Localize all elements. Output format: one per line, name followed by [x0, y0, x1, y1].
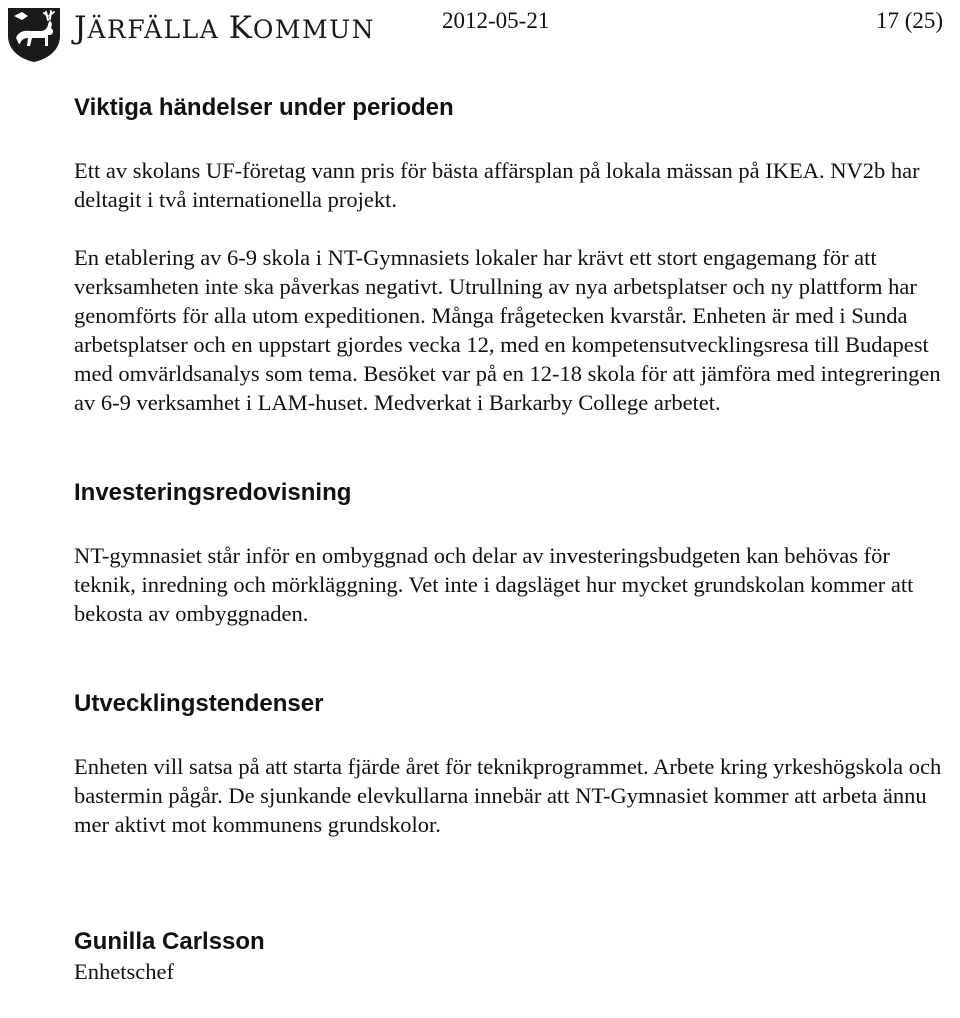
paragraph: En etablering av 6-9 skola i NT-Gymnasiets lokaler har krävt ett stort engagemang för att verksamheten inte ska påverkas negativt. Utrullning av nya arbetsplatser och ny plattform har genomförts för alla utom expeditionen. Många frågetecken kvarstår. Enheten är med i Sunda arbetsplatser och en uppstart gjordes vecka 12, med en kompetensutvecklingsresa till Budapest med omvärldsanalys som tema. Besöket var på en 12-18 skola för att jämföra med integreringen av 6-9 verksamhet i LAM-huset. Medverkat i Barkarby College arbetet. [74, 245, 941, 415]
municipality-part-1: ÄRFÄLLA [87, 15, 229, 44]
section-heading: Utvecklingstendenser [74, 690, 324, 717]
section-investeringsredovisning [74, 475, 944, 628]
municipality-letter-k: K [228, 10, 253, 46]
signature-block [74, 927, 944, 987]
section-heading: Investeringsredovisning [74, 479, 352, 506]
municipality-letter-j: J [74, 10, 88, 46]
section-viktiga-handelser [74, 90, 944, 417]
paragraph: Ett av skolans UF-företag vann pris för bästa affärsplan på lokala mässan på IKEA. NV2b har deltagit i två internationella projekt. [74, 158, 920, 212]
signature-title: Enhetschef [74, 959, 174, 984]
coat-of-arms-icon [4, 4, 64, 64]
municipality-part-2: OMMUN [252, 15, 376, 44]
page-number: 17 (25) [876, 8, 944, 33]
section-utvecklingstendenser [74, 686, 944, 839]
document-body [74, 90, 944, 987]
paragraph: Enheten vill satsa på att starta fjärde året för teknikprogrammet. Arbete kring yrkeshögskola och bastermin pågår. De sjunkande elevkullarna innebär att NT-Gymnasiet kommer att arbeta ännu mer aktivt mot kommunens grundskolor. [74, 754, 942, 837]
signature-name: Gunilla Carlsson [74, 928, 265, 955]
municipality-name [74, 10, 375, 46]
section-heading: Viktiga händelser under perioden [74, 94, 454, 121]
page-header [0, 0, 960, 70]
document-date: 2012-05-21 [442, 8, 550, 33]
paragraph: NT-gymnasiet står inför en ombyggnad och delar av investeringsbudgeten kan behövas för teknik, inredning och mörkläggning. Vet inte i dagsläget hur mycket grundskolan kommer att bekosta av ombyggnaden. [74, 543, 914, 626]
coat-of-arms-svg [4, 4, 64, 64]
